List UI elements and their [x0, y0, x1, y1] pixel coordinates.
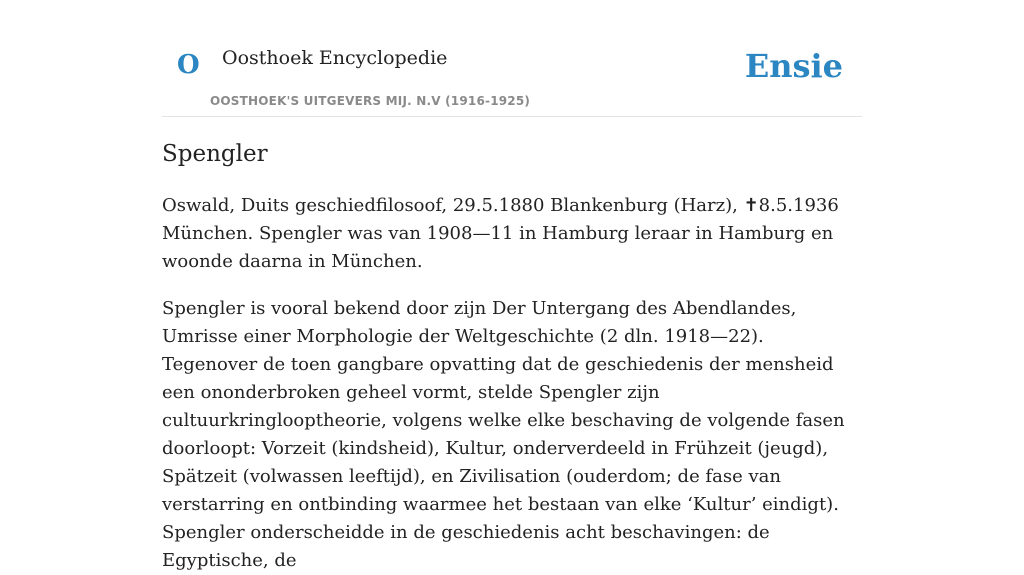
- publisher-label: OOSTHOEK'S UITGEVERS MIJ. N.V (1916-1925): [210, 94, 531, 108]
- article-paragraph: Spengler is vooral bekend door zijn Der Untergang des Abendlandes, Umrisse einer Morphologie der Weltgeschichte (2 dln. 1918—22). Tegenover de toen gangbare opvatting dat de geschiedenis der mensheid een ononderbroken geheel vormt, stelde Spengler zijn cultuurkringlooptheorie, volgens welke elke beschaving de volgende fasen doorloopt: Vorzeit (kindsheid), Kultur, onderverdeeld in Frühzeit (jeugd), Spätzeit (volwassen leeftijd), en Zivilisation (ouderdom; de fase van verstarring en ontbinding waarmee het bestaan van elke ‘Kultur’ eindigt). Spengler onderscheidde in de geschiedenis acht beschavingen: de Egyptische, de: [162, 298, 845, 571]
- ensie-logo-link[interactable]: Ensie: [744, 47, 843, 85]
- source-logo[interactable]: O: [177, 50, 200, 80]
- source-header: [162, 30, 862, 117]
- article: [162, 138, 864, 575]
- article-paragraph: Oswald, Duits geschiedfilosoof, 29.5.1880 Blankenburg (Harz), ✝8.5.1936 München. Spengler was van 1908—11 in Hamburg leraar in Hamburg en woonde daarna in München.: [162, 195, 839, 272]
- source-title[interactable]: Oosthoek Encyclopedie: [222, 47, 448, 69]
- article-title: Spengler: [162, 141, 268, 167]
